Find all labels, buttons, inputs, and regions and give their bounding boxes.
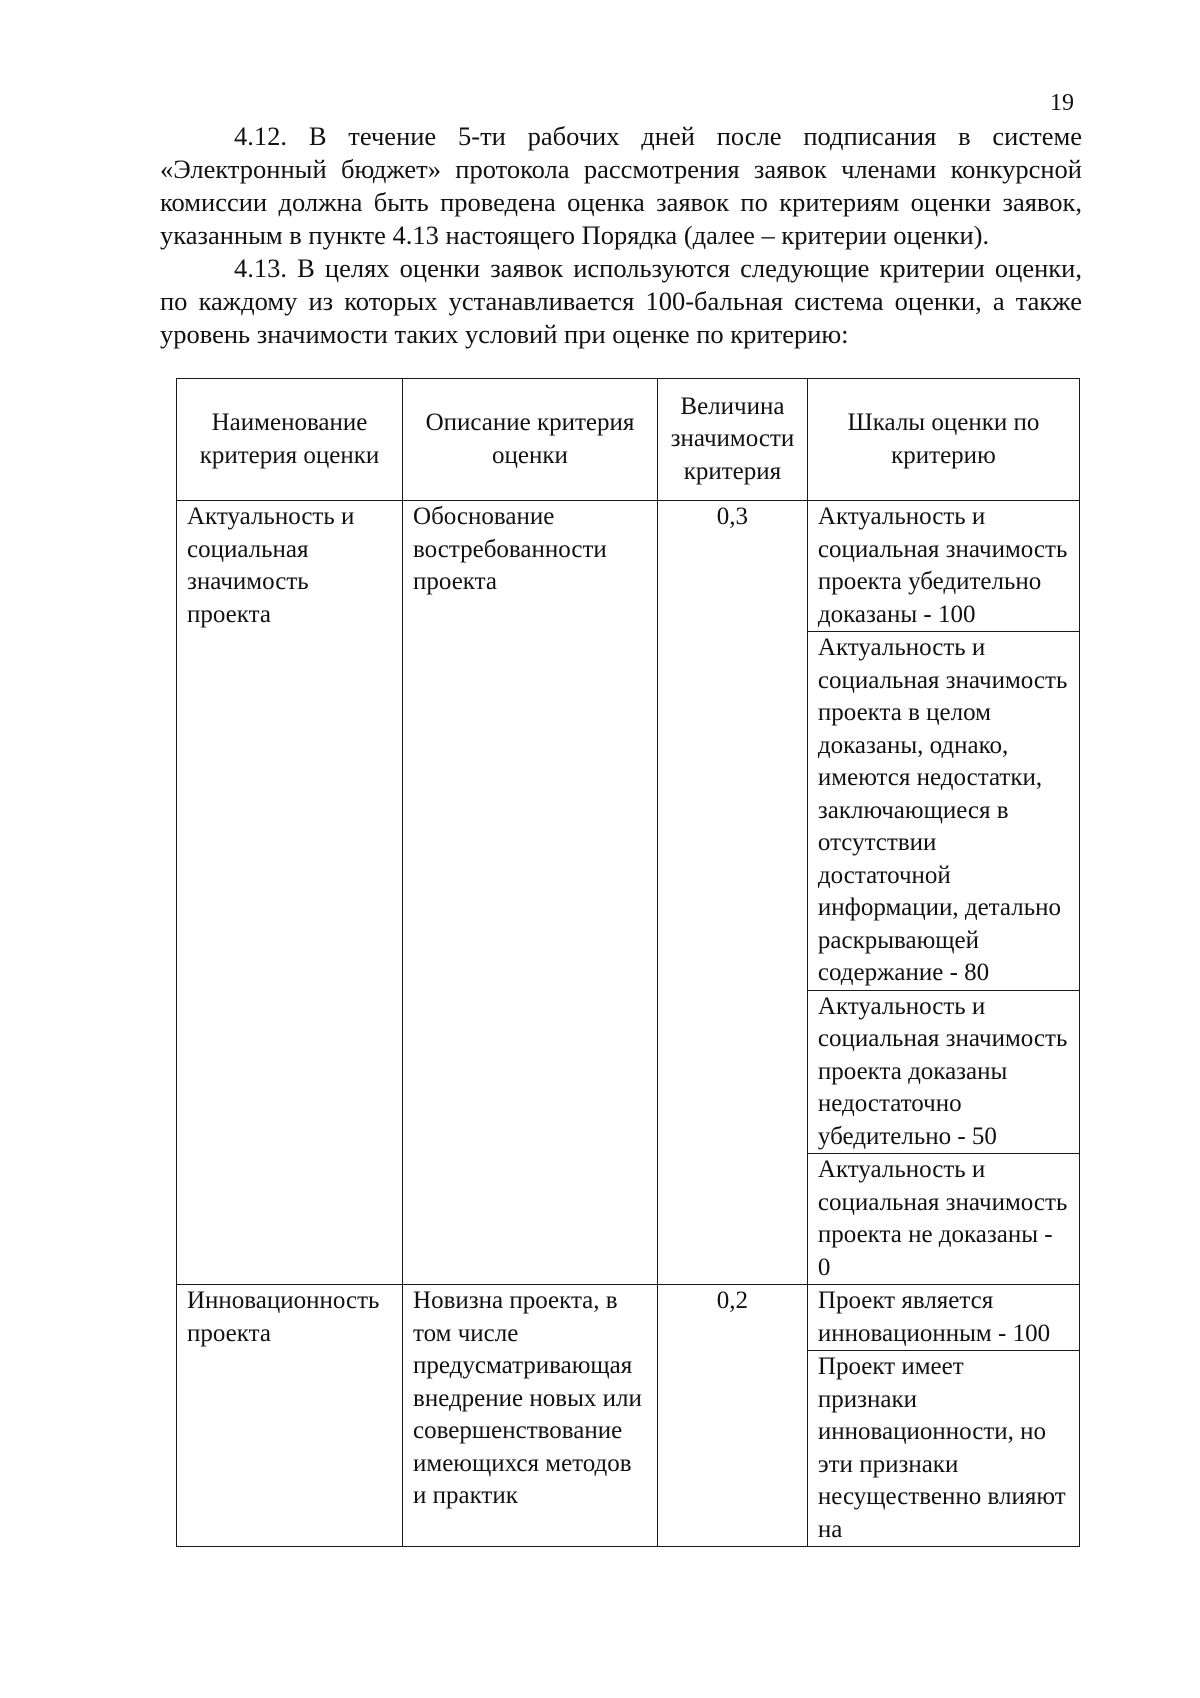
paragraph-4-12: 4.12. В течение 5-ти рабочих дней после подписания в системе «Электронный бюджет» протокола рассмотрения заявок членами конкурсной комиссии должна быть проведена оценка заявок по критериям оценки заявок, указанным в пункте 4.13 настоящего Порядка (далее – критерии оценки). xyxy=(160,121,1082,250)
header-criterion-name: Наименование критерия оценки xyxy=(177,379,403,501)
scale-cell: Актуальность и социальная значимость проекта доказаны недостаточно убедительно - 50 xyxy=(807,990,1079,1154)
scale-cell: Проект является инновационным - 100 xyxy=(807,1285,1079,1351)
scale-cell: Проект имеет признаки инновационности, но эти признаки несущественно влияют на xyxy=(807,1351,1079,1547)
scale-cell: Актуальность и социальная значимость проекта убедительно доказаны - 100 xyxy=(807,501,1079,632)
criteria-table xyxy=(176,378,1080,1547)
header-criterion-description: Описание критерия оценки xyxy=(403,379,658,501)
table-row xyxy=(177,1285,1080,1351)
header-criterion-scales: Шкалы оценки по критерию xyxy=(807,379,1079,501)
scale-cell: Актуальность и социальная значимость проекта не доказаны - 0 xyxy=(807,1154,1079,1285)
criterion-description-cell: Обоснование востребованности проекта xyxy=(403,501,658,1285)
scale-cell: Актуальность и социальная значимость проекта в целом доказаны, однако, имеются недостатки, заключающиеся в отсутствии достаточной информации, детально раскрывающей содержание - 80 xyxy=(807,632,1079,991)
page-number: 19 xyxy=(1050,90,1074,116)
criterion-name-cell: Инновационность проекта xyxy=(177,1285,403,1547)
header-criterion-weight: Величина значимости критерия xyxy=(657,379,807,501)
criterion-weight-cell: 0,3 xyxy=(657,501,807,1285)
criterion-name-cell: Актуальность и социальная значимость проекта xyxy=(177,501,403,1285)
paragraph-4-13: 4.13. В целях оценки заявок используются следующие критерии оценки, по каждому из которых устанавливается 100-бальная система оценки, а также уровень значимости таких условий при оценке по критерию: xyxy=(160,253,1082,349)
table-row xyxy=(177,501,1080,632)
table-header-row xyxy=(177,379,1080,501)
criterion-description-cell: Новизна проекта, в том числе предусматривающая внедрение новых или совершенствование имеющихся методов и практик xyxy=(403,1285,658,1547)
criterion-weight-cell: 0,2 xyxy=(657,1285,807,1547)
intro-text xyxy=(160,120,1082,351)
